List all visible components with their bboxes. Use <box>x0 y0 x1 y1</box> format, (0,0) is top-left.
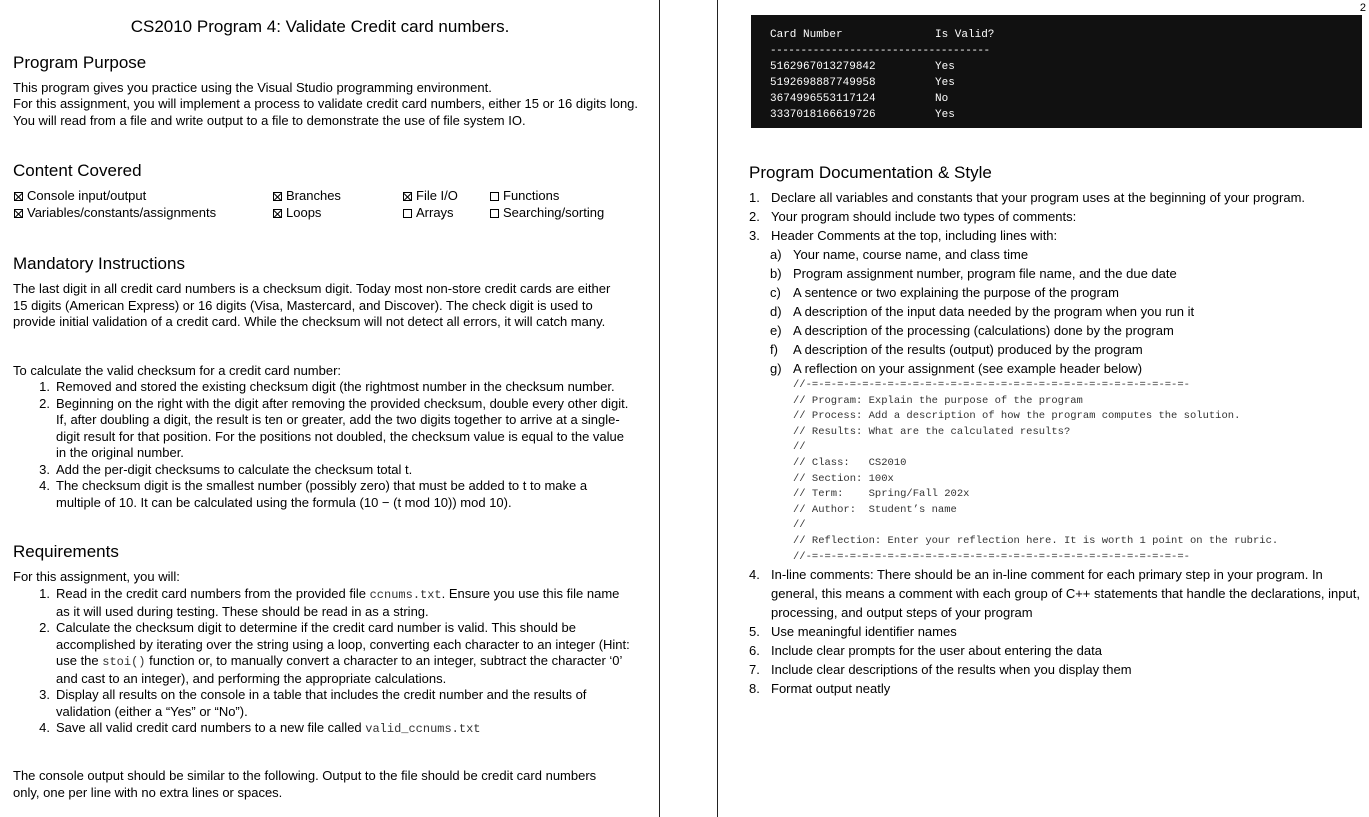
requirements-heading: Requirements <box>13 542 119 561</box>
console-row: 5192698887749958 Yes <box>770 77 955 89</box>
checkbox-checked-icon <box>14 192 23 201</box>
documentation-list <box>749 188 1369 698</box>
sub-list-item: b) Program assignment number, program file name, and the due date <box>770 266 1177 281</box>
list-item: 1. Read in the credit card numbers from the provided file ccnums.txt. Ensure you use this file name as it will used during testing. These should be read in as a string. <box>39 586 620 619</box>
console-output <box>751 15 1362 128</box>
checkbox-console-io: Console input/output <box>14 188 146 203</box>
sub-list-item: d) A description of the input data needed by the program when you run it <box>770 304 1195 319</box>
requirements-intro: For this assignment, you will: <box>13 569 180 584</box>
purpose-text-2: For this assignment, you will implement a process to validate credit card numbers, either 15 or 16 digits long. You will read from a file and write output to a file to demonstrate the use of file system IO. <box>13 96 639 128</box>
checkbox-checked-icon <box>273 192 282 201</box>
purpose-text-1: This program gives you practice using the Visual Studio programming environment. <box>13 80 492 95</box>
checkbox-loops: Loops <box>273 205 321 220</box>
list-item: 2. Your program should include two types of comments: <box>749 209 1077 224</box>
checkbox-functions: Functions <box>490 188 559 203</box>
sub-list-item: g) A reflection on your assignment (see example header below) <box>770 361 1143 376</box>
checksum-steps <box>32 379 632 511</box>
checkbox-checked-icon <box>14 209 23 218</box>
checkbox-empty-icon <box>490 209 499 218</box>
checkbox-empty-icon <box>403 209 412 218</box>
sub-list-item: a) Your name, course name, and class time <box>770 247 1029 262</box>
checkbox-checked-icon <box>403 192 412 201</box>
checkbox-file-io: File I/O <box>403 188 458 203</box>
documentation-heading: Program Documentation & Style <box>749 163 992 182</box>
list-item: 3. Header Comments at the top, including lines with: <box>749 228 1058 243</box>
left-page <box>0 0 660 817</box>
console-row: 3337018166619726 Yes <box>770 109 955 121</box>
list-item: 1. Declare all variables and constants that your program uses at the beginning of your program. <box>749 190 1306 205</box>
page-number: 2 <box>1359 2 1366 14</box>
content-heading: Content Covered <box>13 161 142 180</box>
list-item: 2. Beginning on the right with the digit after removing the provided checksum, double every other digit. If, after doubling a digit, the result is ten or greater, add the two digits together to arrive at a single-digit result for that position. For the positions not doubled, the checksum value is equal to the value in the original number. <box>39 395 629 460</box>
header-comment-example: //-=-=-=-=-=-=-=-=-=-=-=-=-=-=-=-=-=-=-=-=-=-=-=-=-=-=-=-=-=-=- // Program: Explain the purpose of the program // Process: Add a description of how the program computes the solution. // Results: What are the calculated results? // // Class: CS2010 // Section: 100x // Term: Spring/Fall 202x // Author: Student’s name // // Reflection: Enter your reflection here. It is worth 1 point on the rubric. //-=-=-=-=-=-=-=-=-=-=-=-=-=-=-=-=-=-=-=-=-=-=-=-=-=-=-=-=-=-=- <box>793 379 1279 563</box>
list-item: 3. Display all results on the console in a table that includes the credit number and the results of validation (either a “Yes” or “No”). <box>39 687 587 719</box>
console-header-row: Card Number Is Valid? <box>770 29 995 41</box>
right-page <box>719 0 1369 817</box>
checkbox-variables: Variables/constants/assignments <box>14 205 216 220</box>
requirements-list <box>32 586 632 738</box>
sub-list-item: c) A sentence or two explaining the purpose of the program <box>770 285 1119 300</box>
checkbox-empty-icon <box>490 192 499 201</box>
purpose-heading: Program Purpose <box>13 53 147 72</box>
list-item: 4. Save all valid credit card numbers to a new file called valid_ccnums.txt <box>39 720 481 736</box>
console-row: 3674996553117124 No <box>770 93 949 105</box>
checksum-intro: To calculate the valid checksum for a credit card number: <box>13 363 342 378</box>
checkbox-arrays: Arrays <box>403 205 454 220</box>
console-separator: ------------------------------------ <box>770 45 990 57</box>
list-item: 8. Format output neatly <box>749 681 891 697</box>
mandatory-paragraph: The last digit in all credit card numbers is a checksum digit. Today most non-store credit cards are either 15 digits (American Express) or 16 digits (Visa, Mastercard, and Discover). The check digit is used to provide initial validation of a credit card. While the checksum will not detect all errors, it will catch many. <box>13 281 611 329</box>
sub-list-item: f) A description of the results (output) produced by the program <box>770 342 1143 357</box>
list-item: 4. The checksum digit is the smallest number (possibly zero) that must be added to t to make a multiple of 10. It can be calculated using the formula (10 − (t mod 10)) mod 10). <box>39 478 588 510</box>
page-gutter <box>661 0 718 817</box>
list-item: 2. Calculate the checksum digit to determine if the credit card number is valid. This should be accomplished by iterating over the string using a loop, converting each character to an integer (Hint: use the stoi() function or, to manually convert a character to an integer, subtract the character ‘0’ and cast to an integer), and performing the appropriate calculations. <box>39 620 630 686</box>
console-row: 5162967013279842 Yes <box>770 61 955 73</box>
checkbox-searching-sorting: Searching/sorting <box>490 205 604 220</box>
console-output-note: The console output should be similar to the following. Output to the file should be credit card numbers only, one per line with no extra lines or spaces. <box>13 768 597 800</box>
list-item: 1. Removed and stored the existing checksum digit (the rightmost number in the checksum number. <box>39 379 615 394</box>
mandatory-heading: Mandatory Instructions <box>13 254 185 273</box>
list-item: 4. In-line comments: There should be an in-line comment for each primary step in your program. In general, this means a comment with each group of C++ statements that handle the declarations, input, processing, and output steps of your program <box>749 567 1360 621</box>
list-item: 6. Include clear prompts for the user about entering the data <box>749 643 1102 659</box>
list-item: 3. Add the per-digit checksums to calculate the checksum total t. <box>39 461 413 477</box>
checkbox-checked-icon <box>273 209 282 218</box>
sub-list-item: e) A description of the processing (calculations) done by the program <box>770 323 1174 338</box>
list-item: 7. Include clear descriptions of the results when you display them <box>749 662 1132 678</box>
list-item: 5. Use meaningful identifier names <box>749 624 957 640</box>
checkbox-branches: Branches <box>273 188 341 203</box>
document-title: CS2010 Program 4: Validate Credit card numbers. <box>130 17 510 36</box>
